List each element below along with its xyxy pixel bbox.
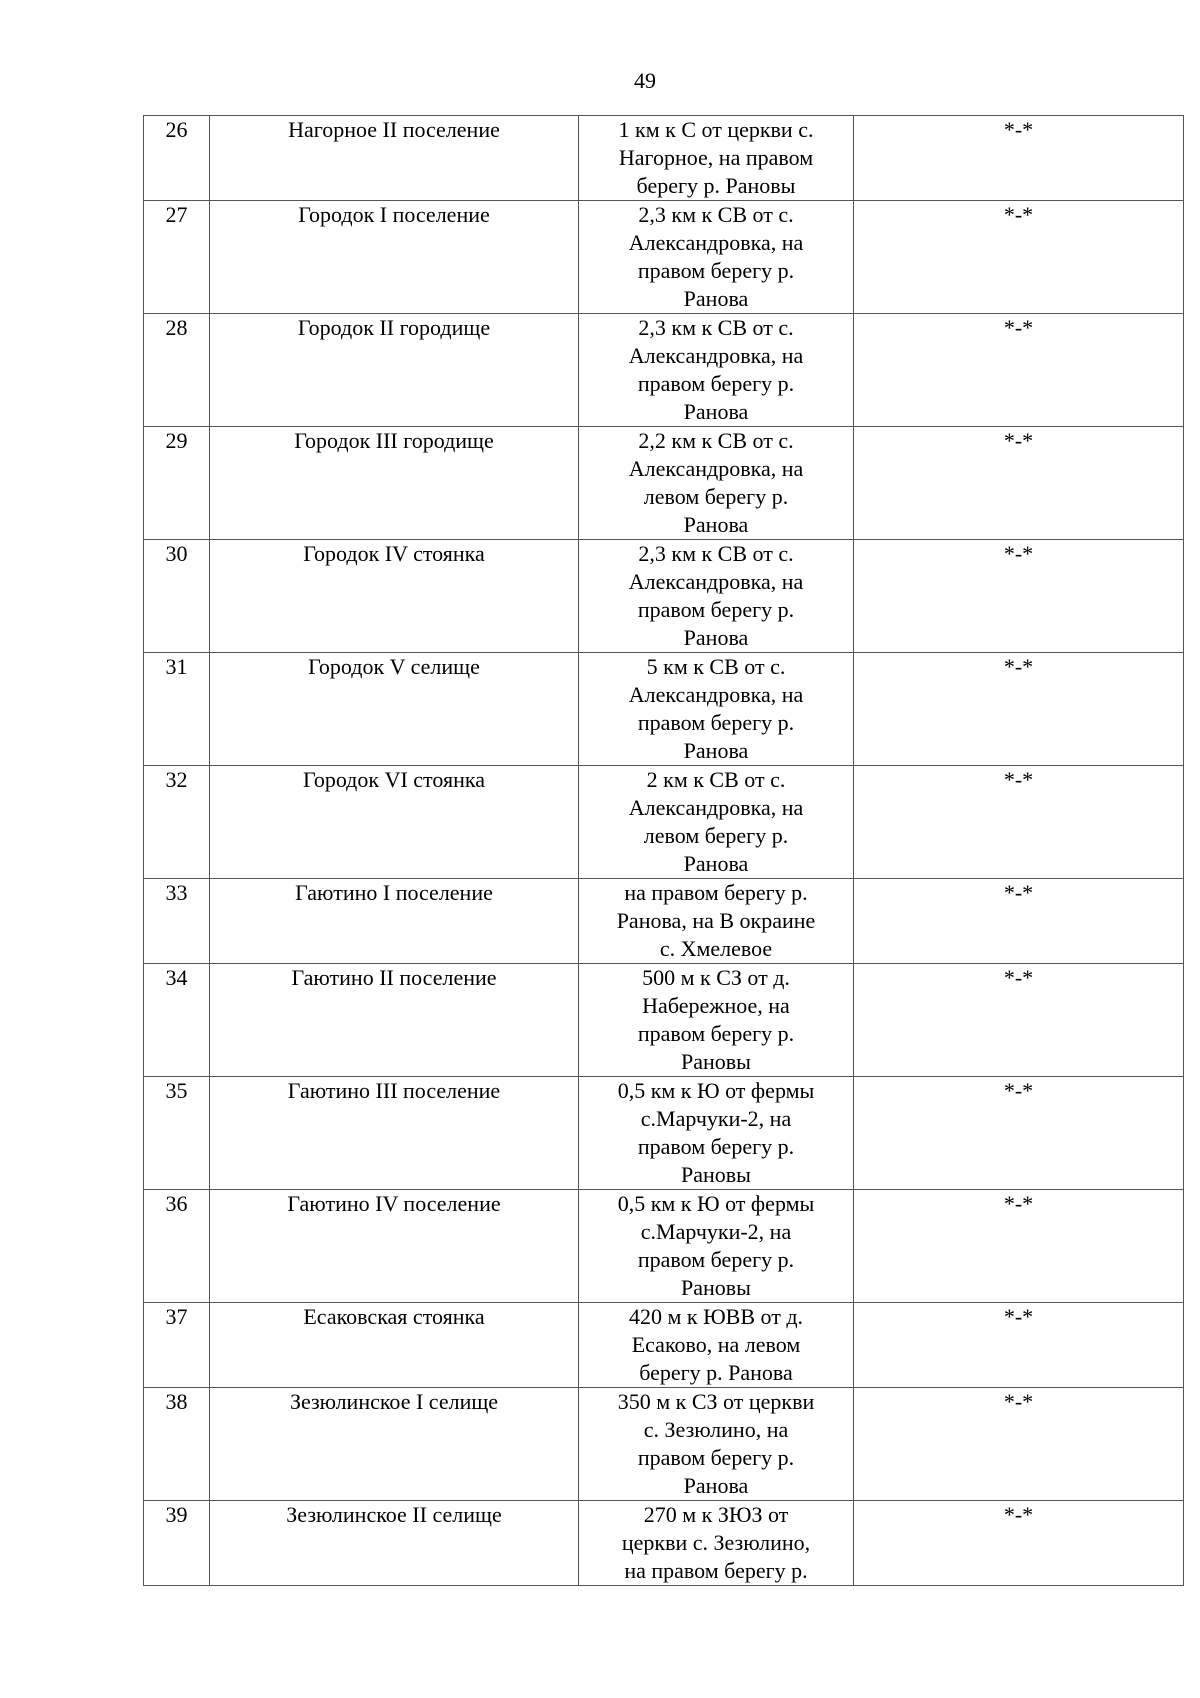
table-row (144, 1077, 1184, 1190)
site-location-cell (579, 653, 854, 766)
site-mark: *-* (1003, 117, 1034, 142)
site-name-cell (210, 766, 579, 879)
site-mark: *-* (1003, 880, 1034, 905)
site-location: 0,5 км к Ю от фермы с.Марчуки-2, на правом берегу р. Рановы (617, 1078, 815, 1187)
site-name: Гаютино IV поселение (287, 1191, 501, 1216)
site-location-cell (579, 1501, 854, 1586)
row-number: 29 (165, 428, 188, 453)
row-number: 36 (165, 1191, 188, 1216)
site-mark: *-* (1003, 767, 1034, 792)
site-location: на правом берегу р. Ранова, на В окраине с. Хмелевое (616, 880, 816, 961)
site-name-cell (210, 427, 579, 540)
site-mark: *-* (1003, 428, 1034, 453)
site-name: Нагорное II поселение (288, 117, 500, 142)
site-name-cell (210, 201, 579, 314)
row-number-cell (144, 314, 210, 427)
site-location: 500 м к СЗ от д. Набережное, на правом берегу р. Рановы (637, 965, 795, 1074)
site-location: 420 м к ЮВВ от д. Есаково, на левом берегу р. Ранова (628, 1304, 804, 1385)
row-number-cell (144, 116, 210, 201)
site-name: Городок III городище (294, 428, 494, 453)
site-location-cell (579, 1190, 854, 1303)
site-name: Гаютино II поселение (291, 965, 497, 990)
site-mark-cell (854, 201, 1184, 314)
site-mark-cell (854, 1303, 1184, 1388)
row-number: 38 (165, 1389, 188, 1414)
row-number: 30 (165, 541, 188, 566)
site-mark: *-* (1003, 202, 1034, 227)
site-mark-cell (854, 116, 1184, 201)
site-location: 1 км к С от церкви с. Нагорное, на правом берегу р. Рановы (618, 117, 814, 198)
site-location-cell (579, 427, 854, 540)
table-row (144, 1303, 1184, 1388)
row-number: 28 (165, 315, 188, 340)
row-number-cell (144, 540, 210, 653)
site-location-cell (579, 879, 854, 964)
row-number: 32 (165, 767, 188, 792)
row-number-cell (144, 766, 210, 879)
site-mark-cell (854, 964, 1184, 1077)
site-name: Городок II городище (297, 315, 491, 340)
site-name-cell (210, 879, 579, 964)
site-location: 5 км к СВ от с. Александровка, на правом берегу р. Ранова (628, 654, 804, 763)
site-mark-cell (854, 653, 1184, 766)
site-name-cell (210, 1501, 579, 1586)
row-number: 31 (165, 654, 188, 679)
site-mark-cell (854, 766, 1184, 879)
row-number-cell (144, 201, 210, 314)
site-mark: *-* (1003, 1389, 1034, 1414)
table-row (144, 964, 1184, 1077)
table-row (144, 116, 1184, 201)
site-name: Есаковская стоянка (303, 1304, 485, 1329)
site-name-cell (210, 116, 579, 201)
table-row (144, 1501, 1184, 1586)
site-mark-cell (854, 1077, 1184, 1190)
site-location-cell (579, 201, 854, 314)
site-location-cell (579, 766, 854, 879)
table-row (144, 653, 1184, 766)
page-number: 49 (634, 68, 656, 93)
site-name: Городок VI стоянка (303, 767, 485, 792)
site-name: Гаютино III поселение (287, 1078, 501, 1103)
row-number-cell (144, 1388, 210, 1501)
row-number: 27 (165, 202, 188, 227)
row-number-cell (144, 1501, 210, 1586)
site-name-cell (210, 1190, 579, 1303)
site-location-cell (579, 314, 854, 427)
site-location: 0,5 км к Ю от фермы с.Марчуки-2, на правом берегу р. Рановы (617, 1191, 815, 1300)
table-row (144, 427, 1184, 540)
site-name: Городок IV стоянка (303, 541, 485, 566)
site-name-cell (210, 540, 579, 653)
site-mark: *-* (1003, 965, 1034, 990)
row-number-cell (144, 1303, 210, 1388)
site-name-cell (210, 1303, 579, 1388)
table-row (144, 314, 1184, 427)
table-row (144, 540, 1184, 653)
site-mark: *-* (1003, 1078, 1034, 1103)
row-number-cell (144, 653, 210, 766)
row-number: 33 (165, 880, 188, 905)
site-location: 2,2 км к СВ от с. Александровка, на левом берегу р. Ранова (628, 428, 804, 537)
row-number-cell (144, 1190, 210, 1303)
site-mark-cell (854, 879, 1184, 964)
row-number: 34 (165, 965, 188, 990)
site-mark: *-* (1003, 1191, 1034, 1216)
table-row (144, 766, 1184, 879)
site-location: 270 м к ЗЮЗ от церкви с. Зезюлино, на правом берегу р. (621, 1502, 811, 1583)
table-body (144, 116, 1184, 1586)
row-number: 39 (165, 1502, 188, 1527)
site-location-cell (579, 964, 854, 1077)
site-mark: *-* (1003, 541, 1034, 566)
site-name: Зезюлинское I селище (289, 1389, 499, 1414)
site-location-cell (579, 1077, 854, 1190)
site-name: Гаютино I поселение (295, 880, 493, 905)
table-row (144, 1388, 1184, 1501)
site-mark: *-* (1003, 1502, 1034, 1527)
site-mark: *-* (1003, 654, 1034, 679)
site-mark: *-* (1003, 315, 1034, 340)
site-mark-cell (854, 427, 1184, 540)
row-number-cell (144, 427, 210, 540)
site-mark-cell (854, 314, 1184, 427)
row-number-cell (144, 1077, 210, 1190)
row-number: 35 (165, 1078, 188, 1103)
site-location-cell (579, 540, 854, 653)
site-mark: *-* (1003, 1304, 1034, 1329)
row-number-cell (144, 964, 210, 1077)
table-row (144, 201, 1184, 314)
site-location: 350 м к СЗ от церкви с. Зезюлино, на правом берегу р. Ранова (617, 1389, 815, 1498)
site-name: Зезюлинское II селище (286, 1502, 502, 1527)
site-name-cell (210, 653, 579, 766)
site-mark-cell (854, 1190, 1184, 1303)
site-location: 2,3 км к СВ от с. Александровка, на правом берегу р. Ранова (628, 541, 804, 650)
site-name: Городок I поселение (298, 202, 490, 227)
row-number-cell (144, 879, 210, 964)
site-location-cell (579, 116, 854, 201)
site-name-cell (210, 1388, 579, 1501)
site-mark-cell (854, 1501, 1184, 1586)
table-row (144, 1190, 1184, 1303)
site-location-cell (579, 1303, 854, 1388)
row-number: 37 (165, 1304, 188, 1329)
monuments-table (143, 115, 1184, 1586)
row-number: 26 (165, 117, 188, 142)
site-location: 2 км к СВ от с. Александровка, на левом берегу р. Ранова (628, 767, 804, 876)
site-location: 2,3 км к СВ от с. Александровка, на правом берегу р. Ранова (628, 202, 804, 311)
site-mark-cell (854, 1388, 1184, 1501)
site-name: Городок V селище (308, 654, 480, 679)
site-name-cell (210, 964, 579, 1077)
site-location: 2,3 км к СВ от с. Александровка, на правом берегу р. Ранова (628, 315, 804, 424)
site-mark-cell (854, 540, 1184, 653)
site-name-cell (210, 1077, 579, 1190)
site-location-cell (579, 1388, 854, 1501)
table-row (144, 879, 1184, 964)
site-name-cell (210, 314, 579, 427)
